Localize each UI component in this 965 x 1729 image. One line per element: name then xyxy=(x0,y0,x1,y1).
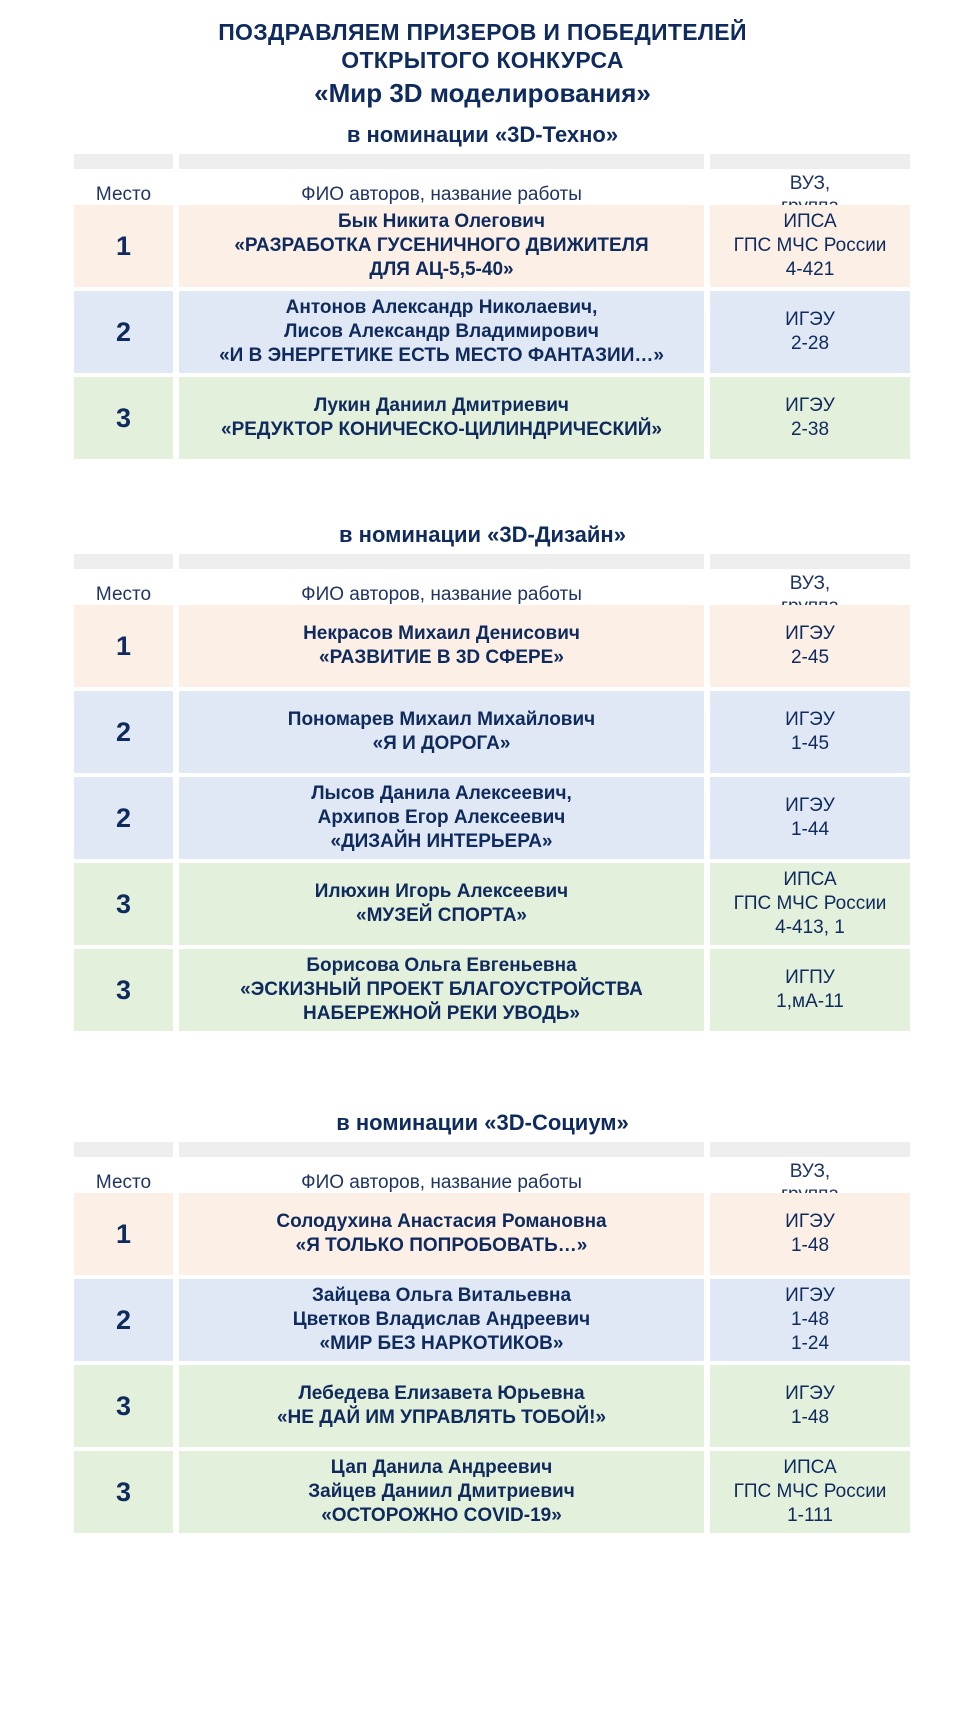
vuz-cell xyxy=(710,205,910,287)
table-row xyxy=(74,1193,910,1275)
vuz-line: 1,мА-11 xyxy=(776,991,844,1012)
place-cell: 2 xyxy=(74,1279,173,1361)
vuz-line: ИПСА xyxy=(783,211,837,232)
work-cell xyxy=(179,863,704,945)
vuz-cell xyxy=(710,1365,910,1447)
vuz-cell xyxy=(710,1193,910,1275)
vuz-line: ИГПУ xyxy=(785,967,835,988)
heading-line-2: ОТКРЫТОГО КОНКУРСА xyxy=(341,47,624,73)
table-row xyxy=(74,1451,910,1533)
stripe-cell xyxy=(710,554,910,569)
header-place: Место xyxy=(95,184,152,205)
header-authors: ФИО авторов, название работы xyxy=(301,584,582,605)
work-line: «Я И ДОРОГА» xyxy=(372,733,511,754)
work-cell xyxy=(179,1451,704,1533)
place-cell: 2 xyxy=(74,691,173,773)
vuz-line: ИГЭУ xyxy=(785,709,835,730)
vuz-line: ИГЭУ xyxy=(785,395,835,416)
stripe-cell xyxy=(179,1142,704,1157)
work-line: Бык Никита Олегович xyxy=(338,211,545,232)
work-line: Архипов Егор Алексеевич xyxy=(317,807,566,828)
vuz-line: ИГЭУ xyxy=(785,623,835,644)
place-cell: 3 xyxy=(74,949,173,1031)
work-cell xyxy=(179,605,704,687)
vuz-line: ГПС МЧС России xyxy=(733,893,887,914)
place-cell: 3 xyxy=(74,1365,173,1447)
work-line: «МУЗЕЙ СПОРТА» xyxy=(356,905,527,926)
work-line: ДЛЯ АЦ-5,5-40» xyxy=(369,259,514,280)
work-cell xyxy=(179,205,704,287)
work-line: «ОСТОРОЖНО COVID-19» xyxy=(321,1505,562,1526)
header-place: Место xyxy=(95,1172,152,1193)
vuz-line: 1-48 xyxy=(790,1407,830,1428)
vuz-line: ИПСА xyxy=(783,869,837,890)
vuz-cell xyxy=(710,605,910,687)
work-line: Лисов Александр Владимирович xyxy=(284,321,599,342)
work-line: Солодухина Анастасия Романовна xyxy=(276,1211,607,1232)
vuz-line: ГПС МЧС России xyxy=(733,235,887,256)
work-line: Зайцева Ольга Витальевна xyxy=(311,1285,572,1306)
work-cell xyxy=(179,777,704,859)
stripe-cell xyxy=(74,554,173,569)
work-line: «ЭСКИЗНЫЙ ПРОЕКТ БЛАГОУСТРОЙСТВА xyxy=(240,979,643,1000)
work-line: Лукин Даниил Дмитриевич xyxy=(314,395,569,416)
place-cell: 1 xyxy=(74,1193,173,1275)
vuz-line: ИГЭУ xyxy=(785,309,835,330)
header-vuz-line: ВУЗ, xyxy=(789,572,831,594)
header-place: Место xyxy=(95,584,152,605)
heading-line-1: ПОЗДРАВЛЯЕМ ПРИЗЕРОВ И ПОБЕДИТЕЛЕЙ xyxy=(218,19,747,45)
stripe-cell xyxy=(179,154,704,169)
table-row xyxy=(74,377,910,459)
table-top-stripe xyxy=(74,1142,910,1157)
stripe-cell xyxy=(74,1142,173,1157)
vuz-cell xyxy=(710,691,910,773)
nomination-title: в номинации «3D-Техно» xyxy=(346,122,619,147)
nomination-section xyxy=(0,520,965,550)
place-cell: 2 xyxy=(74,777,173,859)
work-line: НАБЕРЕЖНОЙ РЕКИ УВОДЬ» xyxy=(303,1003,580,1024)
work-line: Илюхин Игорь Алексеевич xyxy=(314,881,569,902)
vuz-line: 2-28 xyxy=(790,333,830,354)
work-line: Цветков Владислав Андреевич xyxy=(292,1309,591,1330)
work-line: «Я ТОЛЬКО ПОПРОБОВАТЬ…» xyxy=(295,1235,588,1256)
vuz-line: ИГЭУ xyxy=(785,1383,835,1404)
stripe-cell xyxy=(179,554,704,569)
page-heading xyxy=(0,18,965,110)
work-line: Пономарев Михаил Михайлович xyxy=(287,709,596,730)
work-line: Некрасов Михаил Денисович xyxy=(303,623,580,644)
vuz-line: 4-421 xyxy=(785,259,835,280)
work-line: «РЕДУКТОР КОНИЧЕСКО-ЦИЛИНДРИЧЕСКИЙ» xyxy=(221,419,662,440)
vuz-cell xyxy=(710,1451,910,1533)
place-cell: 3 xyxy=(74,377,173,459)
vuz-cell xyxy=(710,1279,910,1361)
header-authors: ФИО авторов, название работы xyxy=(301,184,582,205)
work-cell xyxy=(179,949,704,1031)
vuz-line: 1-111 xyxy=(787,1505,833,1526)
place-cell: 1 xyxy=(74,205,173,287)
work-line: Цап Данила Андреевич xyxy=(330,1457,553,1478)
table-top-stripe xyxy=(74,554,910,569)
work-cell xyxy=(179,691,704,773)
work-line: «ДИЗАЙН ИНТЕРЬЕРА» xyxy=(330,831,553,852)
nomination-section xyxy=(0,1108,965,1138)
place-cell: 2 xyxy=(74,291,173,373)
place-cell: 3 xyxy=(74,863,173,945)
nomination-title: в номинации «3D-Дизайн» xyxy=(339,522,626,547)
vuz-cell xyxy=(710,377,910,459)
table-row xyxy=(74,291,910,373)
stripe-cell xyxy=(710,154,910,169)
work-line: «МИР БЕЗ НАРКОТИКОВ» xyxy=(319,1333,564,1354)
work-line: Лысов Данила Алексеевич, xyxy=(311,783,572,804)
work-line: «НЕ ДАЙ ИМ УПРАВЛЯТЬ ТОБОЙ!» xyxy=(276,1407,607,1428)
work-cell xyxy=(179,1365,704,1447)
vuz-line: 2-38 xyxy=(790,419,830,440)
table-row xyxy=(74,777,910,859)
table-row xyxy=(74,691,910,773)
work-cell xyxy=(179,291,704,373)
vuz-cell xyxy=(710,291,910,373)
work-cell xyxy=(179,1193,704,1275)
vuz-line: 1-24 xyxy=(790,1333,830,1354)
vuz-line: ИГЭУ xyxy=(785,1285,835,1306)
table-top-stripe xyxy=(74,154,910,169)
table-row xyxy=(74,605,910,687)
work-line: Зайцев Даниил Дмитриевич xyxy=(308,1481,575,1502)
work-line: «РАЗРАБОТКА ГУСЕНИЧНОГО ДВИЖИТЕЛЯ xyxy=(234,235,649,256)
work-line: «И В ЭНЕРГЕТИКЕ ЕСТЬ МЕСТО ФАНТАЗИИ…» xyxy=(219,345,664,366)
nomination-title: в номинации «3D-Социум» xyxy=(336,1110,629,1135)
place-cell: 1 xyxy=(74,605,173,687)
nomination-section xyxy=(0,120,965,150)
vuz-line: ИГЭУ xyxy=(785,795,835,816)
vuz-line: 1-45 xyxy=(790,733,830,754)
table-row xyxy=(74,1365,910,1447)
table-row xyxy=(74,863,910,945)
work-cell xyxy=(179,1279,704,1361)
work-line: Борисова Ольга Евгеньевна xyxy=(306,955,577,976)
vuz-cell xyxy=(710,777,910,859)
place-cell: 3 xyxy=(74,1451,173,1533)
header-vuz-line: ВУЗ, xyxy=(789,1160,831,1182)
work-line: Антонов Александр Николаевич, xyxy=(285,297,598,318)
contest-title: «Мир 3D моделирования» xyxy=(314,78,651,108)
vuz-line: ИГЭУ xyxy=(785,1211,835,1232)
vuz-line: 1-48 xyxy=(790,1309,830,1330)
stripe-cell xyxy=(74,154,173,169)
vuz-cell xyxy=(710,863,910,945)
table-row xyxy=(74,949,910,1031)
work-line: «РАЗВИТИЕ В 3D СФЕРЕ» xyxy=(319,647,564,668)
table-row xyxy=(74,1279,910,1361)
vuz-line: 4-413, 1 xyxy=(775,917,845,938)
header-authors: ФИО авторов, название работы xyxy=(301,1172,582,1193)
vuz-line: 1-48 xyxy=(790,1235,830,1256)
header-vuz-line: ВУЗ, xyxy=(789,172,831,194)
stripe-cell xyxy=(710,1142,910,1157)
work-cell xyxy=(179,377,704,459)
vuz-line: ГПС МЧС России xyxy=(733,1481,887,1502)
vuz-line: 1-44 xyxy=(790,819,830,840)
vuz-line: ИПСА xyxy=(783,1457,837,1478)
vuz-cell xyxy=(710,949,910,1031)
vuz-line: 2-45 xyxy=(790,647,830,668)
table-row xyxy=(74,205,910,287)
work-line: Лебедева Елизавета Юрьевна xyxy=(298,1383,585,1404)
